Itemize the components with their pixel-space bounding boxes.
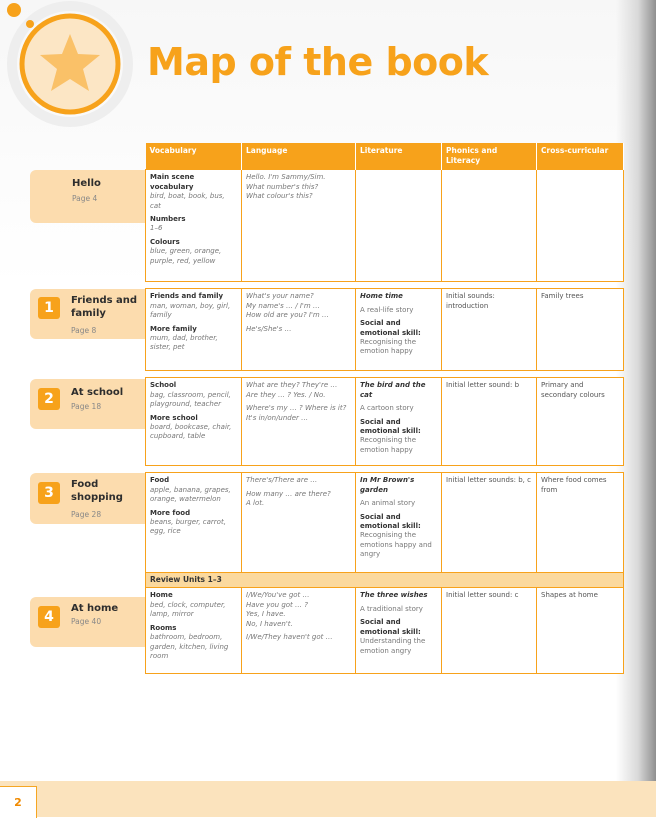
language-cell <box>242 378 356 466</box>
literature-title: The three wishes <box>360 591 428 600</box>
literature-cell <box>356 473 442 573</box>
star-logo-icon <box>0 0 140 130</box>
vocab-heading: Food <box>150 476 170 485</box>
vocab-words: mum, dad, brother, sister, pet <box>150 334 218 352</box>
unit-page: Page 4 <box>72 194 98 203</box>
skill-heading: Social and emotional skill: <box>360 417 421 435</box>
review-row <box>146 573 624 588</box>
literature-type: A traditional story <box>360 604 423 613</box>
language-line: How many … are there? <box>246 489 331 498</box>
language-line: What colour's this? <box>246 192 313 201</box>
skill-heading: Social and emotional skill: <box>360 512 421 530</box>
language-cell <box>242 170 356 282</box>
language-line: A lot. <box>246 499 265 508</box>
vocab-heading: Main scene vocabulary <box>150 173 195 191</box>
language-line: What's your name? <box>246 292 314 301</box>
page-title: Map of the book <box>147 40 489 84</box>
language-line: There's/There are … <box>246 476 318 485</box>
skill-heading: Social and emotional skill: <box>360 618 421 636</box>
unit-page: Page 18 <box>71 402 102 411</box>
language-line: What are they? They're … <box>246 381 338 390</box>
language-line: I/We/They haven't got … <box>246 633 333 642</box>
vocab-heading: Friends and family <box>150 292 224 301</box>
literature-title: The bird and the cat <box>360 381 426 399</box>
cross-curricular-cell: Where food comes from <box>537 473 624 573</box>
language-line: Yes, I have. <box>246 610 286 619</box>
vocab-cell <box>146 473 242 573</box>
skill-text: Recognising the emotion happy <box>360 338 416 356</box>
cross-curricular-cell: Shapes at home <box>537 588 624 674</box>
table-row <box>146 588 624 674</box>
language-cell <box>242 289 356 371</box>
vocab-words: bird, boat, book, bus, cat <box>150 192 225 210</box>
unit-tab-4 <box>30 597 145 647</box>
phonics-cell <box>442 170 537 282</box>
language-line: He's/She's … <box>246 324 292 333</box>
vocab-cell <box>146 378 242 466</box>
literature-type: A cartoon story <box>360 404 414 413</box>
cross-curricular-cell: Primary and secondary colours <box>537 378 624 466</box>
header-literature: Literature <box>356 143 442 170</box>
vocab-words: beans, burger, carrot, egg, rice <box>150 518 226 536</box>
language-cell <box>242 473 356 573</box>
table-row <box>146 378 624 466</box>
language-line: Are they … ? Yes. / No. <box>246 390 326 399</box>
language-line: Have you got … ? <box>246 600 308 609</box>
literature-title: In Mr Brown's garden <box>360 476 415 494</box>
vocab-words: bathroom, bedroom, garden, kitchen, living room <box>150 633 229 660</box>
language-line: Where's my … ? Where is it? <box>246 404 347 413</box>
table-row <box>146 289 624 371</box>
language-line: I/We/You've got … <box>246 591 310 600</box>
unit-tab-hello <box>30 170 145 223</box>
page-number: 2 <box>0 786 37 818</box>
vocab-cell <box>146 588 242 674</box>
unit-page: Page 8 <box>71 326 97 335</box>
literature-title: Home time <box>360 292 403 301</box>
literature-cell <box>356 588 442 674</box>
vocab-words: apple, banana, grapes, orange, watermelon <box>150 485 231 504</box>
unit-name: At school <box>71 387 124 398</box>
vocab-words: board, bookcase, chair, cupboard, table <box>150 423 232 441</box>
literature-cell <box>356 170 442 282</box>
review-label: Review Units 1–3 <box>146 573 624 588</box>
cross-curricular-cell <box>537 170 624 282</box>
footer-band <box>0 781 656 817</box>
phonics-cell: Initial sounds: introduction <box>442 289 537 371</box>
unit-badge: 4 <box>38 606 60 628</box>
language-line: Hello. I'm Sammy/Sim. <box>246 173 326 182</box>
language-cell <box>242 588 356 674</box>
skill-text: Recognising the emotions happy and angry <box>360 531 432 559</box>
phonics-cell: Initial letter sound: c <box>442 588 537 674</box>
vocab-heading: More school <box>150 413 198 422</box>
unit-badge: 1 <box>38 297 60 319</box>
unit-badge: 3 <box>38 482 60 504</box>
table-row <box>146 473 624 573</box>
literature-type: A real-life story <box>360 305 414 314</box>
table-header-row <box>146 143 624 170</box>
unit-name: Hello <box>72 178 101 189</box>
header-language: Language <box>242 143 356 170</box>
language-line: My name's … / I'm … <box>246 301 320 310</box>
skill-text: Understanding the emotion angry <box>360 637 426 655</box>
language-line: No, I haven't. <box>246 619 293 628</box>
vocab-words: bed, clock, computer, lamp, mirror <box>150 600 226 619</box>
language-line: What number's this? <box>246 182 319 191</box>
skill-text: Recognising the emotion happy <box>360 436 416 454</box>
unit-page: Page 40 <box>71 617 102 626</box>
phonics-cell: Initial letter sound: b <box>442 378 537 466</box>
phonics-cell: Initial letter sounds: b, c <box>442 473 537 573</box>
literature-type: An animal story <box>360 499 416 508</box>
vocab-heading: Home <box>150 591 173 600</box>
unit-name: At home <box>71 603 119 614</box>
vocab-heading: More family <box>150 324 197 333</box>
literature-cell <box>356 378 442 466</box>
vocab-heading: Numbers <box>150 215 186 223</box>
vocab-cell <box>146 170 242 282</box>
unit-tab-3 <box>30 473 145 524</box>
header-vocabulary: Vocabulary <box>146 143 242 170</box>
vocab-heading: Colours <box>150 237 180 246</box>
unit-page: Page 28 <box>71 510 102 519</box>
language-line: It's in/on/under … <box>246 413 309 422</box>
header-phonics: Phonics and Literacy <box>442 143 537 170</box>
vocab-words: blue, green, orange, purple, red, yellow <box>150 247 222 265</box>
cross-curricular-cell: Family trees <box>537 289 624 371</box>
vocab-words: bag, classroom, pencil, playground, teacher <box>150 390 231 409</box>
vocab-heading: Rooms <box>150 623 177 632</box>
vocab-heading: School <box>150 381 177 390</box>
language-line: How old are you? I'm … <box>246 311 329 320</box>
vocab-words: 1–6 <box>150 224 163 233</box>
unit-tab-2 <box>30 379 145 429</box>
table-row <box>146 170 624 282</box>
skill-heading: Social and emotional skill: <box>360 319 421 337</box>
unit-tab-1 <box>30 289 145 339</box>
vocab-cell <box>146 289 242 371</box>
unit-badge: 2 <box>38 388 60 410</box>
header-cross-curricular: Cross-curricular <box>537 143 624 170</box>
unit-name: Food shopping <box>71 479 123 503</box>
unit-name: Friends and family <box>71 295 138 319</box>
vocab-heading: More food <box>150 508 191 517</box>
vocab-words: man, woman, boy, girl, family <box>150 301 231 320</box>
map-table <box>145 143 624 674</box>
literature-cell <box>356 289 442 371</box>
